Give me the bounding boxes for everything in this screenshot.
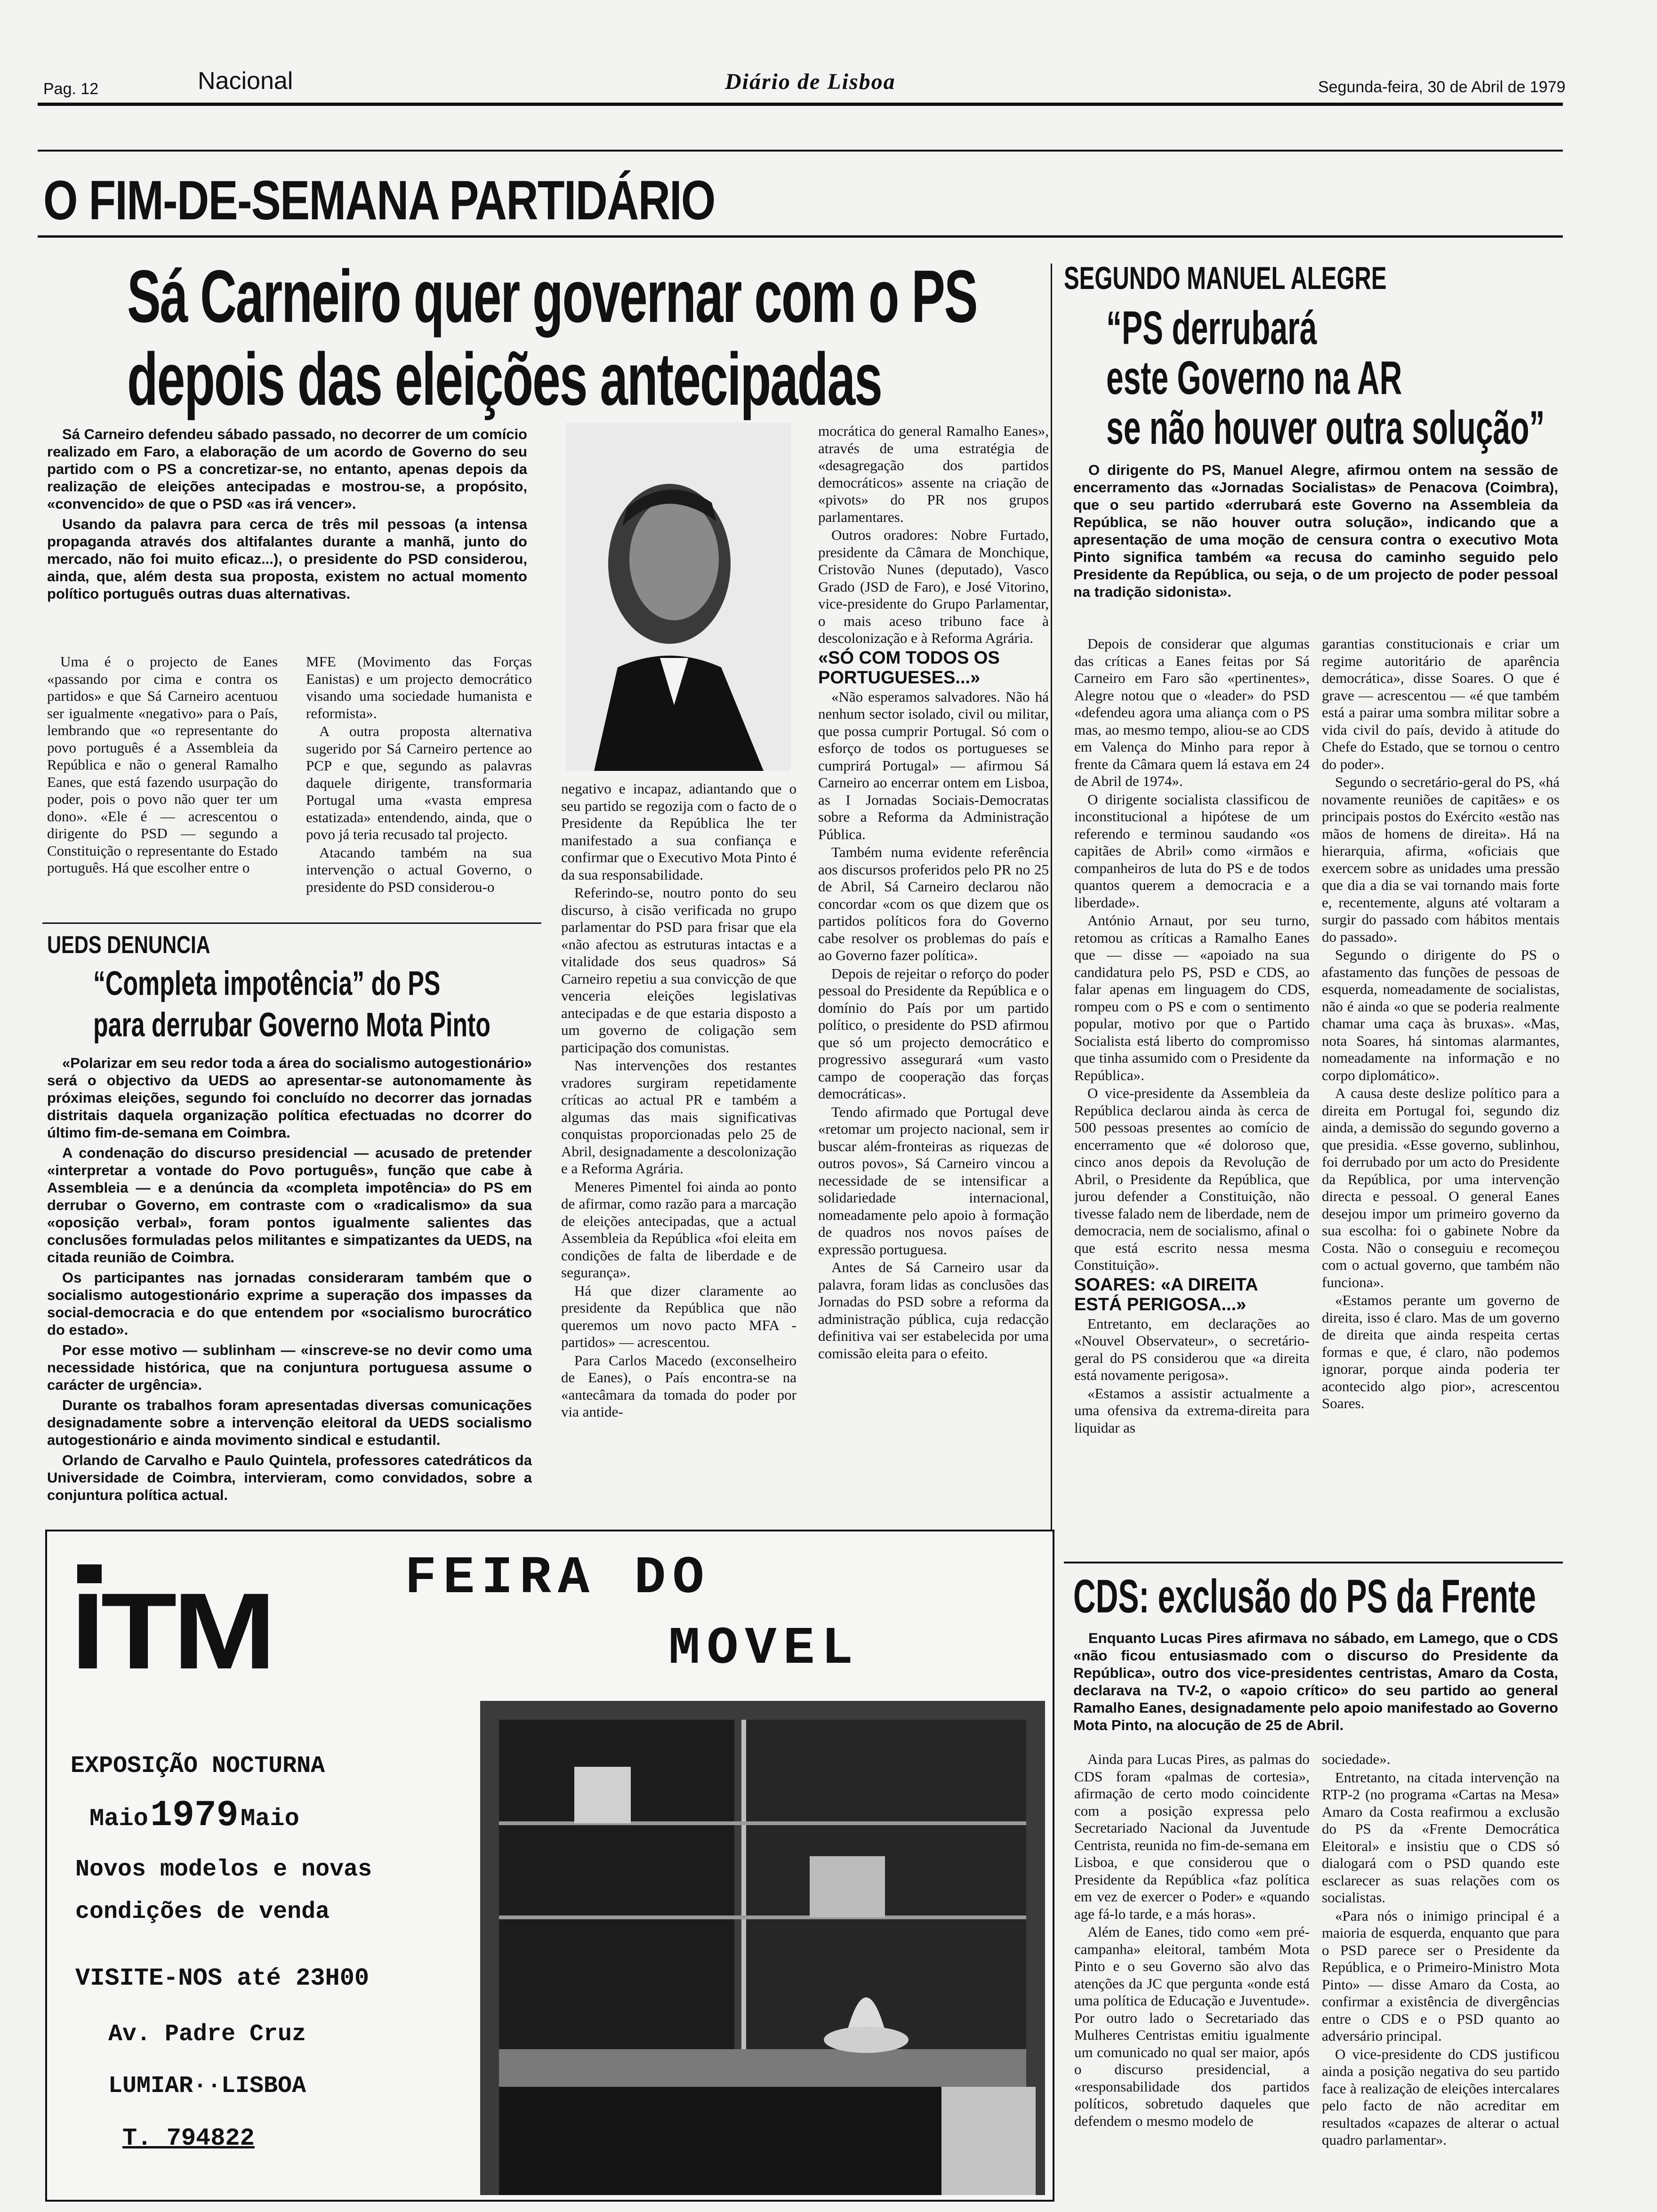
alegre-c1-subhead: SOARES: «A DIREITA ESTÁ PERIGOSA...» bbox=[1074, 1274, 1258, 1314]
ad-year: 1979 bbox=[150, 1795, 239, 1836]
ad-line-8: T. 794822 bbox=[122, 2124, 255, 2152]
main-col3-p3: Nas intervenções dos restantes vradores surgiram repetidamente críticas ao actual PR e também a algumas das mais significativas conquistas proporcionadas pelo 25 de Abril, designadamente a descolonização e a Reforma Agrária. bbox=[561, 1057, 796, 1177]
ueds-kicker: UEDS DENUNCIA bbox=[47, 931, 210, 959]
ueds-headline-2: para derrubar Governo Mota Pinto bbox=[93, 1006, 491, 1044]
furniture-icon bbox=[480, 1701, 1045, 2195]
banner-top-rule bbox=[38, 150, 1563, 152]
main-col1-p1: Uma é o projecto de Eanes «passando por cima e contra os partidos» e que Sá Carneiro acentuou ser igualmente «negativo» para o País, lembrando que «o representante do povo português é a Assembleia da República e não o general Ramalho Eanes, que está fazendo usurpação do poder, pois o povo não quer ter um dono». «Ele é — acrescentou o dirigente do PSD — segundo a Constituição o representante do Estado português. Há que escolher entre o bbox=[47, 653, 278, 876]
cds-c1-p2: Além de Eanes, tido como «em pré-campanha» eleitoral, também Mota Pinto e o seu Governo são alvo das atenções da JC que pergunta «onde está uma política de Educação e Juventude». Por outro lado o Secretariado das Mulheres Centristas emitiu igualmente um comunicado no qual ser maior, após o discurso presidencial, a «responsabilidade dos partidos políticos, sobretudo daqueles que defendem o mesmo modelo de bbox=[1074, 1923, 1310, 2129]
cds-top-rule bbox=[1064, 1562, 1563, 1563]
alegre-c1-p6: «Estamos a assistir actualmente a uma ofensiva da extrema-direita para liquidar as bbox=[1074, 1385, 1310, 1436]
alegre-c2-p3: Segundo o dirigente do PS o afastamento das funções de pessoas de esquerda, nomeadamente de socialistas, não é ainda «o que se poderia realmente chamar uma caça às bruxas». «Mas, nota Soares, há sintomas alarmantes, nomeadamente na informação e no corpo diplomático». bbox=[1322, 946, 1560, 1083]
main-col4-p7: Antes de Sá Carneiro usar da palavra, foram lidas as conclusões das Jornadas do PSD sobre a reforma da administração pública, cuja redacção definitiva vai ser estabelecida por uma comissão eleita para o efeito. bbox=[818, 1259, 1049, 1362]
ueds-p1: «Polarizar em seu redor toda a área do socialismo autogestionário» será o objectivo da UEDS ao apresentar-se autonomamente às próximas eleições, segundo foi concluído no decorrer das jornadas distritais daquela organização política efectuadas no dcorrer do último fim-de-semana em Coimbra. bbox=[47, 1055, 532, 1141]
ad-line-4: condições de venda bbox=[75, 1899, 330, 1925]
main-col2-p2: A outra proposta alternativa sugerido por Sá Carneiro pertence ao PCP e que, segundo as palavras daquele dirigente, transformaria Portugal uma «vasta empresa estatizada» entendendo, ainda, que o povo já teria recusado tal projecto. bbox=[306, 723, 532, 842]
main-col2-p1: MFE (Movimento das Forças Eanistas) e um projecto democrático visando uma sociedade humanista e reformista». bbox=[306, 653, 532, 721]
alegre-c2-p1: garantias constitucionais e criar um regime autoritário de aparência democrática», disse Soares. O que é grave — acrescentou — «é que também está a pairar uma sombra militar sobre a vida civil do país, devido à atitude do Chefe do Estado, que se tornou o centro do poder». bbox=[1322, 635, 1560, 772]
itm-advertisement bbox=[45, 1530, 1054, 2202]
cds-lead bbox=[1073, 1629, 1558, 1766]
masthead: Diário de Lisboa bbox=[725, 69, 896, 94]
ueds-p6: Orlando de Carvalho e Paulo Quintela, professores catedráticos da Universidade de Coimbra, intervieram, como convidados, sobre a conjuntura política actual. bbox=[47, 1452, 532, 1503]
main-col4-p6: Tendo afirmado que Portugal deve «retomar um projecto nacional, sem ir buscar além-fronteiras as riquezas de outros povos», Sá Carneiro vincou a necessidade de se intensificar a solidariedade internacional, nomeadamente pelo apoio à formação de quadros nos novos países de expressão portuguesa. bbox=[818, 1103, 1049, 1258]
page-number: Pag. 12 bbox=[43, 80, 99, 98]
portrait-icon bbox=[566, 423, 791, 771]
main-lead-p1: Sá Carneiro defendeu sábado passado, no decorrer de um comício realizado em Faro, a elaboração de um acordo de Governo do seu partido com o PS a concretizar-se, no entanto, apenas depois da realização de eleições antecipadas e mostrou-se, a propósito, «convencido» de que o PSD «as irá vencer». bbox=[47, 426, 527, 512]
main-col2-p3: Atacando também na sua intervenção o actual Governo, o presidente do PSD considerou-o bbox=[306, 844, 532, 895]
cds-col-1 bbox=[1074, 1751, 1310, 2203]
alegre-kicker: SEGUNDO MANUEL ALEGRE bbox=[1064, 260, 1387, 296]
main-col3-p1: negativo e incapaz, adiantando que o seu partido se regozija com o facto de o Presidente da República lhe ter manifestado a sua confiança e confirmar que o Executivo Mota Pinto é da sua responsabilidade. bbox=[561, 780, 796, 883]
ad-month-2: Maio bbox=[240, 1805, 299, 1833]
alegre-headline-2: este Governo na AR bbox=[1106, 352, 1402, 404]
ad-line-1: EXPOSIÇÃO NOCTURNA bbox=[71, 1753, 325, 1779]
ueds-p4: Por esse motivo — sublinham — «inscreve-se no devir como uma necessidade histórica, que na conjuntura portuguesa assume o carácter de urgência». bbox=[47, 1342, 532, 1393]
alegre-c1-p5: Entretanto, em declarações ao «Nouvel Observateur», o secretário-geral do PS considerou que «a direita está novamente perigosa». bbox=[1074, 1315, 1310, 1383]
alegre-headline-1: “PS derrubará bbox=[1106, 302, 1317, 354]
main-col4-p4: Também numa evidente referência aos discursos proferidos pelo PR no 25 de Abril, Sá Carneiro declarou não concordar «com os que dizem que os partidos políticos fora do Governo cabe resolver os problemas do país e ao Governo fazer política». bbox=[818, 844, 1049, 963]
ad-line-2 bbox=[89, 1795, 299, 1836]
alegre-headline-3: se não houver outra solução” bbox=[1106, 401, 1545, 454]
alegre-c1-p3: António Arnaut, por seu turno, retomou as críticas a Ramalho Eanes que — disse — «apoiado na sua candidatura pelo PS, PSD e CDS, ao falar apenas em linguagem do CDS, rompeu com o PS e com o sentimento popular, motivo por que o Partido Socialista está liberto do compromisso que tinha assumido com o Presidente da República». bbox=[1074, 912, 1310, 1083]
main-col-1 bbox=[47, 653, 278, 907]
main-col-2 bbox=[306, 653, 532, 907]
alegre-c2-p5: «Estamos perante um governo de direita, isso é claro. Mas de um governo de direita que ainda respeita certas formas e que, é claro, não podemos ignorar, porque ainda poderia ter acontecido algo pior», acrescentou Soares. bbox=[1322, 1292, 1560, 1411]
ad-line-7: LUMIAR··LISBOA bbox=[108, 2073, 306, 2100]
ueds-headline-1: “Completa impotência” do PS bbox=[93, 965, 441, 1002]
alegre-col-1 bbox=[1074, 635, 1310, 1558]
ueds-p2: A condenação do discurso presidencial — acusado de pretender «interpretar a vontade do Povo português», função que cabe à Assembleia — e a denúncia da «completa impotência» do PS em derrubar o Governo, em contraste com o «radicalismo» da sua «oposição verbal», foram pontos igualmente salientes das conclusões formuladas pelos militantes e simpatizantes da UEDS, na citada reunião de Coimbra. bbox=[47, 1145, 532, 1266]
main-col3-p5: Há que dizer claramente ao presidente da República que não queremos um novo pacto MFA -partidos» — acrescentou. bbox=[561, 1282, 796, 1350]
main-col4-subhead: «SÓ COM TODOS OS PORTUGUESES...» bbox=[818, 648, 1000, 688]
cds-c1-p1: Ainda para Lucas Pires, as palmas do CDS foram «palmas de cortesia», afirmação de certo modo coincidente com a posição expressa pelo Secretariado Nacional da Juventude Centrista, reunida no fim-de-semana em Lisboa, e que considerou que o Presidente da República «faz política em vez de exercer o Poder» e «quando age fá-lo tarde, e a más horas». bbox=[1074, 1751, 1310, 1922]
page-date: Segunda-feira, 30 de Abril de 1979 bbox=[1318, 78, 1566, 96]
alegre-lead-p: O dirigente do PS, Manuel Alegre, afirmou ontem na sessão de encerramento das «Jornadas Socialistas» de Penacova (Coimbra), que o seu partido «derrubará este Governo na Assembleia da República, se não houver outra solução», indicando que a apresentação de uma moção de censura contra o executivo Mota Pinto significa também «a recusa do caminho seguido pelo Presidente da República, ou seja, o de um projecto de poder pessoal na tradição sidonista». bbox=[1073, 462, 1558, 600]
cds-c2-p4: O vice-presidente do CDS justificou ainda a posição negativa do seu partido face à realização de eleições intercalares pelo facto de não acreditar em resultados «capazes de alterar o actual quadro parlamentar». bbox=[1322, 2045, 1560, 2148]
alegre-c1-p2: O dirigente socialista classificou de inconstitucional a hipótese de um referendo e terminou saudando «os capitães de Abril» como «irmãos e companheiros de luta do PS e de todos quantos querem a democracia e a liberdade». bbox=[1074, 791, 1310, 911]
alegre-c2-p4: A causa deste deslize político para a direita em Portugal foi, segundo diz ainda, a demissão do segundo governo a que presidia. «Esse governo, sublinhou, foi derrubado por um acto do Presidente da República, por uma intervenção directa e pessoal. O general Eanes desejou impor um primeiro governo da sua escolha: foi o gabinete Nobre da Costa. Não o conseguiu e recomeçou com o actual governo, que também não funciona». bbox=[1322, 1085, 1560, 1290]
cds-col-2 bbox=[1322, 1751, 1560, 2203]
ad-line-3: Novos modelos e novas bbox=[75, 1856, 372, 1883]
ueds-p3: Os participantes nas jornadas consideraram também que o socialismo autogestionário exprime a superação dos impasses da social-democracia e do que entendem por «socialismo burocrático do estado». bbox=[47, 1269, 532, 1338]
ad-title-2: MOVEL bbox=[668, 1619, 860, 1679]
sa-carneiro-photo bbox=[566, 423, 791, 771]
ad-title-1: FEIRA DO bbox=[405, 1548, 711, 1608]
main-col3-p4: Meneres Pimentel foi ainda ao ponto de afirmar, como razão para a marcação de eleições antecipadas, que a actual Assembleia da República «foi eleita em condições de falta de liberdade e de segurança». bbox=[561, 1178, 796, 1281]
alegre-c1-p4: O vice-presidente da Assembleia da República declarou ainda às cerca de 500 pessoas presentes ao comício de encerramento que «é doloroso que, cinco anos depois da Revolução de Abril, o Presidente da República, que jurou defender a Constituição, não tivesse falado nem de liberdade, nem de democracia, nem de socialismo, afinal o que está escrito nessa mesma Constituição». bbox=[1074, 1085, 1310, 1273]
main-col3-p2: Referindo-se, noutro ponto do seu discurso, à cisão verificada no grupo parlamentar do PSD para frisar que ela «não afectou as estruturas intactas e a vitalidade dos seus quadros» Sá Carneiro repetiu a sua convicção de que venceria eleições legislativas antecipadas e de que estaria disposto a um governo de coligação sem participação dos comunistas. bbox=[561, 884, 796, 1056]
furniture-photo bbox=[480, 1701, 1045, 2195]
main-headline-1: Sá Carneiro quer governar com o PS bbox=[127, 255, 977, 338]
main-col4-p3: «Não esperamos salvadores. Não há nenhum sector isolado, civil ou militar, que possa cumprir Portugal. Só com o esforço de todos os portugueses se cumprirá Portugal» — afirmou Sá Carneiro ao encerrar ontem em Lisboa, as I Jornadas Sociais-Democratas sobre a Reforma da Administração Pública. bbox=[818, 688, 1049, 842]
ueds-p5: Durante os trabalhos foram apresentadas diversas comunicações designadamente sobre a intervenção eleitoral da UEDS socialismo autogestionário e ainda movimento sindical e estudantil. bbox=[47, 1397, 532, 1448]
main-lead-p2: Usando da palavra para cerca de três mil pessoas (a intensa propaganda através dos altifalantes durante a manhã, junto do mercado, não foi muito eficaz...), o presidente do PSD considerou, ainda, que, além desta sua proposta, existem no actual momento político português outras duas alternativas. bbox=[47, 516, 527, 602]
cds-lead-p: Enquanto Lucas Pires afirmava no sábado, em Lamego, que o CDS «não ficou entusiasmado com o discurso do Presidente da República», outro dos vice-presidentes centristas, Amaro da Costa, declarava na TV-2, o «apoio crítico» do seu partido ao general Ramalho Eanes, designadamente pelo apoio manifestado ao Governo Mota Pinto, na alocução de 25 de Abril. bbox=[1073, 1630, 1558, 1733]
cds-c2-p2: Entretanto, na citada intervenção na RTP-2 (no programa «Cartas na Mesa» Amaro da Costa reafirmou a exclusão do PS da «Frente Democrática Eleitoral» e insistiu que o CDS só dialogará com o PSD quando este esclarecer as suas relações com os socialistas. bbox=[1322, 1769, 1560, 1906]
banner-title: O FIM-DE-SEMANA PARTIDÁRIO bbox=[43, 169, 715, 232]
ad-line-5: VISITE-NOS até 23H00 bbox=[75, 1964, 370, 1992]
ad-month-1: Maio bbox=[89, 1805, 148, 1833]
cds-headline: CDS: exclusão do PS da Frente bbox=[1073, 1570, 1536, 1623]
main-col4-p1: mocrática do general Ramalho Eanes», através de uma estratégia de «desagregação dos partidos democráticos» assente na criação de «pivots» do PR nos grupos parlamentares. bbox=[818, 423, 1049, 525]
cds-c2-p3: «Para nós o inimigo principal é a maioria de esquerda, enquanto que para o PSD parece ser o Presidente da República, e o Primeiro-Ministro Mota Pinto» — disse Amaro da Costa, ao confirmar a existência de divergências entre o CDS e o PSD quanto ao adversário principal. bbox=[1322, 1907, 1560, 2044]
main-col4-p2: Outros oradores: Nobre Furtado, presidente da Câmara de Monchique, Cristovão Nunes (deputado), Vasco Grado (JSD de Faro), e José Vitorino, vice-presidente do Grupo Parlamentar, o mais aceso tribuno face à descolonização e à Reforma Agrária. bbox=[818, 527, 1049, 646]
main-col4-p5: Depois de rejeitar o reforço do poder pessoal do Presidente da República e o domínio do País por um partido político, o presidente do PSD afirmou que só um projecto democrático e progressivo assegurará «um vasto campo de cooperação das forças democráticas». bbox=[818, 965, 1049, 1102]
ueds-top-rule bbox=[42, 922, 541, 924]
main-headline-2: depois das eleições antecipadas bbox=[127, 338, 882, 421]
alegre-c1-p1: Depois de considerar que algumas das críticas a Eanes feitas por Sá Carneiro em Faro são «pertinentes», Alegre notou que o «leader» do PSD «defendeu agora uma aliança com o PS mas, ao mesmo tempo, aliou-se ao CDS em Valença do Minho para repor à frente da Câmara quem lá estava em 24 de Abril de 1974». bbox=[1074, 635, 1310, 789]
banner-bottom-rule bbox=[38, 235, 1563, 238]
main-lead bbox=[47, 425, 527, 647]
cds-c2-p1: sociedade». bbox=[1322, 1751, 1391, 1767]
main-col3-p6: Para Carlos Macedo (exconselheiro de Eanes), o País encontra-se na «antecâmara da tomada do poder por via antide- bbox=[561, 1352, 796, 1420]
section-name: Nacional bbox=[198, 67, 293, 95]
alegre-c2-p2: Segundo o secretário-geral do PS, «há novamente reuniões de capitães» e os principais postos do Exército «estão nas mãos de homens de direita». Há na hierarquia, afirma, «oficiais que exercem sobre as unidades uma pressão que dia a dia se vai tornando mais forte e, recentemente, alguns até voltaram a surgir do passado com hábitos mentais do passado». bbox=[1322, 774, 1560, 945]
alegre-lead bbox=[1073, 461, 1558, 631]
alegre-col-2 bbox=[1322, 635, 1560, 1558]
itm-logo-text: ITM bbox=[71, 1571, 272, 1691]
header-rule bbox=[38, 103, 1563, 106]
ad-line-6: Av. Padre Cruz bbox=[108, 2021, 306, 2048]
